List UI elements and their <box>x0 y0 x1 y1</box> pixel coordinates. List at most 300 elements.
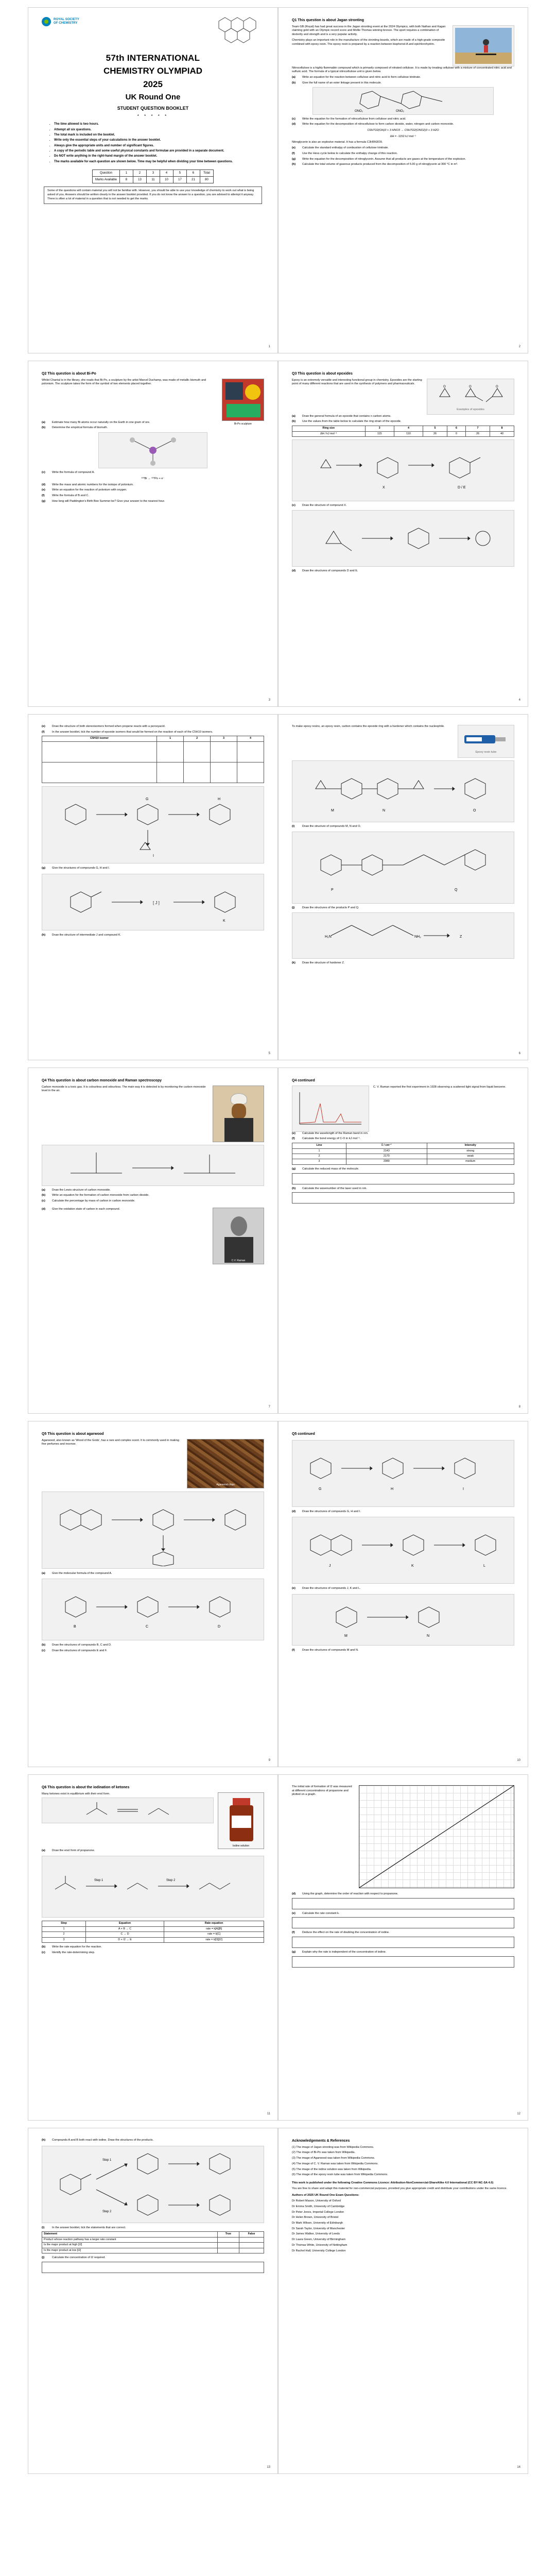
table-header: Intensity <box>427 1143 514 1148</box>
booklet-title: STUDENT QUESTION BOOKLET <box>117 106 189 111</box>
q12-part <box>42 2139 264 2143</box>
part-id: (b) <box>42 426 46 430</box>
page-number: 5 <box>268 1052 270 1055</box>
part-id: (e) <box>42 725 45 728</box>
q6-intro: Carbon monoxide is a toxic gas. It is colourless and odourless. The main way it is detected is by monitoring the carbon monoxide level in the air. <box>42 1085 206 1093</box>
table-cell <box>184 741 211 762</box>
part-text: Give the full name of an ester linkage present in this molecule. <box>302 81 382 84</box>
part-id: (f) <box>42 730 45 734</box>
part-id: (d) <box>292 1510 296 1513</box>
q5-part <box>292 825 514 829</box>
q2-part <box>42 426 264 430</box>
part-text: Calculate the total volume of gaseous products produced from the decomposition of 5.00 g of nitroglycerin at 300 °C in m³. <box>302 163 458 166</box>
q8-part <box>42 1649 264 1653</box>
svg-text:[ J ]: [ J ] <box>153 900 160 905</box>
part-text: Write the mass and atomic numbers for the isotope of polonium. <box>52 483 134 486</box>
iodination-scheme-figure <box>42 2146 264 2223</box>
svg-text:Z: Z <box>460 935 462 939</box>
q5-part <box>292 961 514 965</box>
part-text: In the answer booklet, tick the statements that are correct. <box>52 2226 126 2229</box>
reaction-scheme-figure <box>292 439 514 501</box>
svg-text:O: O <box>473 809 476 812</box>
hexagon-molecule-icon <box>214 15 260 46</box>
svg-text:X: X <box>383 486 385 489</box>
epoxy-tube-caption: Epoxy resin tube <box>475 751 497 754</box>
answer-box <box>292 1898 514 1909</box>
q9-part <box>292 1649 514 1653</box>
part-text: Write the equation for the decomposition of nitroglycerin. Assume that all products are gases at the temperature of the explosion. <box>302 157 466 161</box>
svg-text:N: N <box>427 1634 430 1638</box>
table-cell: 1 <box>42 1926 86 1931</box>
part-text: Draw the structures of the products P and Q. <box>302 906 359 909</box>
rsc-logo <box>42 17 79 26</box>
page-number: 2 <box>518 345 520 348</box>
olympiad-title-2: CHEMISTRY OLYMPIAD <box>103 66 203 76</box>
marks-header-cell: 1 <box>119 170 133 176</box>
part-text: Compounds A and B both react with iodine. Draw the structures of the products. <box>52 2139 154 2142</box>
q10-part <box>42 1849 264 1853</box>
cellulose-structure-figure <box>312 87 494 115</box>
table-cell <box>184 762 211 783</box>
svg-text:J: J <box>329 1564 331 1568</box>
q1-intro: Team GB (Royal) has had great success in the Jagan stronting event at the 2024 Olympics, with both Nathan and Kagan claiming gold with an Olympic record score and Mollie Thomas winning bronze. The sport requires a combination of dexterity and strength and is a very popular activity. <box>292 25 446 37</box>
q2-part <box>42 494 264 498</box>
part-id: (b) <box>292 81 296 84</box>
iodine-bottle-photo <box>218 1792 264 1849</box>
part-text: Draw the structures of compounds J, K and L. <box>302 1587 361 1590</box>
part-text: Draw the general formula of an epoxide that contains n carbon atoms. <box>302 414 391 418</box>
q5-part <box>292 906 514 910</box>
q2-part <box>42 488 264 493</box>
table-cell <box>157 762 184 783</box>
table-cell <box>211 741 237 762</box>
olympiad-title-1: 57th INTERNATIONAL <box>106 53 200 63</box>
svg-text:G: G <box>319 1487 322 1491</box>
svg-text:O: O <box>443 385 446 388</box>
table-header: Line <box>292 1143 346 1148</box>
svg-text:Step 1: Step 1 <box>94 1879 103 1883</box>
author-item: Dr Helen Brown, University of Bristol <box>292 2216 339 2219</box>
part-text: Calculate the reduced mass of the molecule. <box>302 1167 359 1171</box>
part-text: How long will Paddington's Birth Bee Summer be? Give your answer to the nearest hour. <box>52 499 165 503</box>
q2-decay-equation: ²¹⁰Bi → ²¹⁰Po + e⁻ <box>141 477 165 480</box>
isomer-table <box>42 736 264 783</box>
table-row <box>42 2243 264 2248</box>
marks-cell: 11 <box>146 177 160 183</box>
q11-page <box>278 1774 528 2121</box>
table-row <box>42 2248 264 2253</box>
part-id: (h) <box>42 933 46 937</box>
q4-page <box>28 714 278 1060</box>
mechanism-figure <box>42 1856 264 1918</box>
part-text: Calculate the rate constant k. <box>302 1911 340 1915</box>
table-header: 2 <box>184 736 211 741</box>
rule-item: • Always give the appropriate units and number of significant figures. <box>54 144 264 148</box>
part-text: Draw the structures of compounds M and N. <box>302 1649 359 1652</box>
part-id: (g) <box>292 1167 296 1171</box>
rule-item: • A copy of the periodic table and some useful physical constants and formulae are provided in a separate document. <box>54 149 264 154</box>
part-text: Using the graph, determine the order of reaction with respect to propanone. <box>302 1892 398 1895</box>
rule-item: • Attempt all six questions. <box>54 128 264 132</box>
org-line-2: OF CHEMISTRY <box>54 21 78 25</box>
spread-1 <box>28 7 528 353</box>
svg-text:Q: Q <box>455 888 458 892</box>
marks-header-cell: 3 <box>146 170 160 176</box>
part-id: (a) <box>42 1571 45 1575</box>
q12-part <box>42 2256 264 2260</box>
part-id: (e) <box>42 488 45 492</box>
rate-table <box>42 1921 264 1943</box>
part-id: (a) <box>292 76 296 79</box>
part-id: (g) <box>42 499 46 503</box>
acknowledgements-page <box>278 2128 528 2474</box>
part-text: Draw the structure of compounds M, N and O. <box>302 825 361 828</box>
part-id: (g) <box>292 157 296 161</box>
part-text: Draw the structure of both stereoisomers formed when propene reacts with a peroxyacid. <box>52 725 166 728</box>
table-cell: 110 <box>394 431 423 436</box>
notice-box: Some of the questions will contain material you will not be familiar with. However, you should be able to use your knowledge of chemistry to work out what is being asked of you. Answers should be written clearly in the answer booklet provided. If you do not know the answer to a question, you are advised to attempt it anyway. There is often a lot of material in a question that is not needed to get the marks. <box>44 187 262 204</box>
q10-part <box>42 1945 264 1950</box>
part-id: (c) <box>292 504 296 507</box>
part-text: Write an equation for the reaction between cellulose and nitric acid to form cellulose trinitrate. <box>302 76 421 79</box>
raman-photo-2 <box>213 1208 264 1264</box>
q2-part <box>42 471 264 475</box>
marks-header-cell: Total <box>200 170 213 176</box>
exam-rules <box>42 122 264 164</box>
checkbox-cell[interactable] <box>239 2237 264 2242</box>
page-number: 10 <box>517 1758 520 1762</box>
table-cell: weak <box>427 1154 514 1159</box>
checkbox-cell[interactable] <box>217 2237 239 2242</box>
table-cell: D + I2 → E <box>85 1937 164 1942</box>
svg-text:M: M <box>331 809 334 812</box>
table-header: ν̃ / cm⁻¹ <box>346 1143 427 1148</box>
q6-part <box>42 1199 264 1204</box>
part-text: Identify the rate-determining step. <box>52 1951 95 1954</box>
part-id: (d) <box>292 1892 296 1895</box>
q1-enthalpy: ΔH = -1152 kJ mol⁻¹ <box>390 134 416 138</box>
q4-part <box>42 731 264 735</box>
checkbox-cell[interactable] <box>217 2248 239 2253</box>
part-id: (f) <box>292 151 295 155</box>
page-number: 12 <box>517 2112 520 2115</box>
table-cell: medium <box>427 1159 514 1164</box>
table-cell <box>42 741 157 762</box>
part-text: Write an equation for the reaction of polonium with oxygen. <box>52 488 127 492</box>
table-cell: ΔH / kJ mol⁻¹ <box>292 431 366 436</box>
part-id: (d) <box>42 1207 46 1211</box>
part-text: Draw the enol form of propanone. <box>52 1849 95 1852</box>
part-id: (j) <box>42 2256 45 2260</box>
svg-text:K: K <box>223 919 225 923</box>
ack-heading: Acknowledgements & References <box>292 2139 350 2143</box>
polymer-figure <box>292 832 514 904</box>
table-cell: 2170 <box>346 1154 427 1159</box>
table-header: Statement <box>42 2232 218 2237</box>
q11-part <box>292 1892 514 1896</box>
part-id: (e) <box>292 1587 296 1590</box>
marks-cell: Marks Available <box>93 177 120 183</box>
q4-part <box>42 725 264 729</box>
q9-part <box>292 1510 514 1514</box>
svg-text:Step 2: Step 2 <box>102 2210 112 2213</box>
q2-page <box>28 361 278 707</box>
svg-text:H₂N: H₂N <box>325 935 332 939</box>
q4-part <box>42 934 264 938</box>
ack-item: (6) The image of the epoxy resin tube was taken from Wikipedia Commons. <box>292 2173 388 2177</box>
table-cell: 40 <box>490 431 514 436</box>
answer-box <box>292 1956 514 1968</box>
checkbox-cell[interactable] <box>239 2248 264 2253</box>
scheme-m-figure <box>292 1594 514 1646</box>
spread-2 <box>28 361 528 707</box>
part-id: (h) <box>292 163 296 166</box>
spread-5 <box>28 1421 528 1767</box>
table-cell: 26 <box>423 431 447 436</box>
table-row <box>42 1932 264 1937</box>
raman-scattering-figure <box>42 1145 264 1186</box>
marks-cell: 21 <box>186 177 200 183</box>
q1-part <box>292 152 514 156</box>
part-text: Draw the structures of compounds G, H and I. <box>302 1510 361 1513</box>
q6-page <box>28 1067 278 1414</box>
page-number: 9 <box>268 1758 270 1762</box>
table-cell <box>42 762 157 783</box>
rate-graph <box>359 1785 514 1888</box>
table-row <box>42 1926 264 1931</box>
part-text: Calculate the concentration of I2 required. <box>52 2256 106 2260</box>
q9-page <box>278 1421 528 1767</box>
q1-para4: Nitroglycerin is also an explosive material. It has a formula C3H5N3O9. <box>292 141 383 144</box>
answer-box <box>292 1173 514 1184</box>
epoxide-examples-figure <box>427 379 514 415</box>
part-id: (b) <box>292 420 296 423</box>
part-id: (i) <box>292 825 295 828</box>
question-heading: Q6 This question is about the iodination of ketones <box>42 1786 130 1789</box>
q6-part <box>42 1194 264 1198</box>
epoxide-caption: Examples of epoxides <box>457 408 484 411</box>
part-text: Deduce the effect on the rate of doubling the concentration of iodine. <box>302 1931 390 1935</box>
table-header: Step <box>42 1921 86 1926</box>
q12-page <box>28 2128 278 2474</box>
author-item: Dr Laura Green, University of Birmingham <box>292 2238 346 2242</box>
part-text: Use the Hess cycle below to calculate the enthalpy change of this reaction. <box>302 151 398 155</box>
part-id: (c) <box>42 1951 45 1954</box>
part-text: Determine the empirical formula of bismuth. <box>52 426 108 430</box>
rule-item: • The marks available for each question are shown below. Time may be helpful when dividing your time between questions. <box>54 160 264 164</box>
part-id: (c) <box>42 471 45 474</box>
table-row <box>292 1159 514 1164</box>
table-row <box>42 2237 264 2242</box>
agarwood-scheme-figure <box>42 1492 264 1569</box>
part-text: Draw the structures of compounds B, C and D. <box>52 1643 112 1647</box>
part-id: (c) <box>42 1649 45 1653</box>
svg-text:N: N <box>383 809 386 812</box>
q1-part <box>292 117 514 122</box>
author-item: Dr Thomas White, University of Nottingham <box>292 2243 348 2247</box>
page-number: 1 <box>268 345 270 348</box>
part-text: Write the equation for the formation of nitrocellulose from cellulose and nitric acid. <box>302 117 406 121</box>
part-text: Draw the structures of compounds D and E. <box>302 569 358 572</box>
page-number: 13 <box>267 2465 270 2469</box>
q8-intro: Agarwood, also known as 'Wood of the Gods', has a rare and complex scent. It is commonly used in making fine perfumes and incense. <box>42 1438 179 1446</box>
authors-title: Authors of 2025 UK Round One Exam Questions: <box>292 2194 359 2197</box>
part-id: (a) <box>292 414 296 418</box>
table-cell: 2143 <box>346 1148 427 1154</box>
stars-divider: * * * * * <box>137 114 169 119</box>
bi-po-image <box>222 379 264 426</box>
part-text: Give the molecular formula of the compound A. <box>52 1571 112 1575</box>
part-text: Estimate how many Bi atoms occur naturally on the Earth in one gram of ore. <box>52 420 150 424</box>
svg-text:Step 1: Step 1 <box>102 2158 112 2162</box>
q1-part <box>292 123 514 127</box>
licence-text: You are free to share and adapt this material for non-commercial purposes, provided you give appropriate credit and distribute your contributions under the same licence. <box>292 2187 508 2190</box>
part-id: (e) <box>292 1911 296 1915</box>
rule-item: • The time allowed is two hours. <box>54 122 264 127</box>
checkbox-cell[interactable] <box>217 2243 239 2248</box>
part-text: Write the formula of B and C. <box>52 494 90 497</box>
svg-text:O: O <box>496 385 498 388</box>
table-row <box>292 1154 514 1159</box>
author-item: Dr Emma Smith, University of Cambridge <box>292 2205 345 2208</box>
spread-4 <box>28 1067 528 1414</box>
part-id: (g) <box>42 866 46 870</box>
table-cell: 3 <box>292 1159 346 1164</box>
svg-text:P: P <box>331 888 334 892</box>
table-row <box>42 1937 264 1942</box>
bi-po-caption: Bi-Po sculpture <box>234 422 252 426</box>
q3-page <box>278 361 528 707</box>
raman-caption: C.V. Raman <box>231 1259 246 1262</box>
part-id: (b) <box>42 1945 46 1949</box>
part-id: (j) <box>292 906 295 909</box>
q11-part <box>292 1931 514 1935</box>
table-cell: 115 <box>365 431 394 436</box>
ack-item: (4) The image of C. V. Raman was taken from Wikipedia Commons. <box>292 2162 378 2165</box>
part-text: Write the rate equation for the reaction. <box>52 1945 102 1949</box>
part-text: Draw the Lewis structure of carbon monoxide. <box>52 1188 111 1192</box>
table-header: 3 <box>365 426 394 431</box>
marks-header-cell: 6 <box>186 170 200 176</box>
question-heading: Q4 This question is about carbon monoxide and Raman spectroscopy <box>42 1079 162 1082</box>
table-header: Rate equation <box>164 1921 264 1926</box>
question-heading: Q5 continued <box>292 1432 315 1436</box>
author-item: Dr Mark Wilson, University of Edinburgh <box>292 2222 343 2225</box>
org-line-1: ROYAL SOCIETY <box>54 18 79 22</box>
answer-box <box>292 1917 514 1928</box>
ack-item: (3) The image of Agarwood was taken from Wikipedia Commons. <box>292 2157 375 2160</box>
scheme-g-figure <box>292 1440 514 1507</box>
table-row <box>292 1148 514 1154</box>
q8-part <box>42 1572 264 1576</box>
part-text: Write the equation for the decomposition of nitrocellulose to form carbon dioxide, water, nitrogen and carbon monoxide. <box>302 123 454 126</box>
part-id: (f) <box>292 1137 295 1141</box>
table-cell <box>211 762 237 783</box>
table-header: 4 <box>237 736 264 741</box>
svg-text:O: O <box>469 385 472 388</box>
q8-page <box>28 1421 278 1767</box>
svg-text:B: B <box>74 1625 76 1629</box>
page-number: 14 <box>517 2465 520 2469</box>
table-header: 1 <box>157 736 184 741</box>
rule-item: • Write only the essential steps of your calculations in the answer booklet. <box>54 138 264 143</box>
table-cell: 3 <box>42 1937 86 1942</box>
table-cell: 26 <box>466 431 490 436</box>
marks-header-cell: Question <box>93 170 120 176</box>
round-title: UK Round One <box>125 93 181 102</box>
q7-part <box>292 1132 514 1136</box>
ack-item: (2) The image of Bi-Po was taken from Wikipedia. <box>292 2151 356 2155</box>
q11-intro: The initial rate of formation of I2 was measured at different concentrations of propanone and plotted on a graph. <box>292 1785 352 1797</box>
scheme-j-figure <box>292 1517 514 1584</box>
part-text: Draw the structure of intermediate J and compound K. <box>52 933 121 937</box>
table-cell: Product whose reaction pathway has a larger rate constant <box>42 2237 218 2242</box>
q11-part <box>292 1912 514 1916</box>
table-cell: 1 <box>292 1148 346 1154</box>
part-text: Draw the structure of hardener Z. <box>302 961 345 965</box>
table-header: False <box>239 2232 264 2237</box>
q1-page <box>278 7 528 353</box>
part-id: (c) <box>292 117 296 121</box>
part-text: Explain why the rate is independent of the concentration of iodine. <box>302 1951 387 1954</box>
marks-cell: 80 <box>200 177 213 183</box>
part-text: Calculate the standard enthalpy of combustion of cellulose trinitrate. <box>302 146 389 150</box>
ring-strain-table <box>292 426 514 437</box>
part-text: Calculate the bond energy of C-O in kJ mol⁻¹. <box>302 1137 361 1141</box>
part-text: Give the oxidation state of carbon in each compound. <box>52 1207 120 1211</box>
bismuth-structure-figure <box>98 432 207 468</box>
licence-title: This work is published under the following Creative Commons Licence: Attribution-NonCommercial-ShareAlike 4.0 International (CC BY-NC-SA 4.0) <box>292 2181 494 2184</box>
part-id: (h) <box>42 2139 46 2142</box>
hardener-figure <box>292 912 514 959</box>
q11-part <box>292 1951 514 1955</box>
question-heading: Q4 continued <box>292 1079 315 1082</box>
checkbox-cell[interactable] <box>239 2243 264 2248</box>
svg-text:H: H <box>218 797 221 801</box>
q3-intro: Epoxy is an extremely versatile and interesting functional group in chemistry. Epoxides are the starting point of many different reactions that are used in the synthesis of polymers and pharmaceuticals. <box>292 378 422 386</box>
q5-page <box>278 714 528 1060</box>
table-header: 4 <box>394 426 423 431</box>
table-cell <box>237 762 264 783</box>
marks-cell: 13 <box>133 177 146 183</box>
resin-structures-figure <box>292 760 514 822</box>
table-cell: 0 <box>447 431 466 436</box>
table-cell <box>157 741 184 762</box>
part-text: Give the structures of compounds G, H and I. <box>52 866 110 870</box>
svg-text:I: I <box>153 854 154 858</box>
part-id: (h) <box>292 1187 296 1190</box>
page-number: 3 <box>268 698 270 702</box>
iodine-caption: Iodine solution <box>232 1844 250 1848</box>
svg-text:ONO₂: ONO₂ <box>396 109 404 113</box>
svg-text:D / E: D / E <box>458 486 466 489</box>
q7-page <box>278 1067 528 1414</box>
marks-cell: 10 <box>160 177 173 183</box>
table-header: 6 <box>447 426 466 431</box>
part-id: (a) <box>42 420 45 424</box>
answer-box <box>292 1937 514 1948</box>
table-cell: rate = k[C] <box>164 1932 264 1937</box>
q12-part <box>42 2226 264 2230</box>
page-number: 6 <box>518 1052 520 1055</box>
olympiad-year: 2025 <box>143 79 163 89</box>
svg-text:NH₂: NH₂ <box>414 935 421 939</box>
part-id: (f) <box>292 1931 295 1935</box>
q1-para3: Nitrocellulose is a highly flammable compound which is primarily composed of nitrated cellulose. It is made by treating cellulose with a mixture of concentrated nitric acid and sulfuric acid. The formula of a typical nitrocellulose unit is given below. <box>292 66 512 74</box>
stereochemistry-figure <box>292 510 514 567</box>
q2-part <box>42 483 264 487</box>
svg-text:G: G <box>146 797 149 801</box>
